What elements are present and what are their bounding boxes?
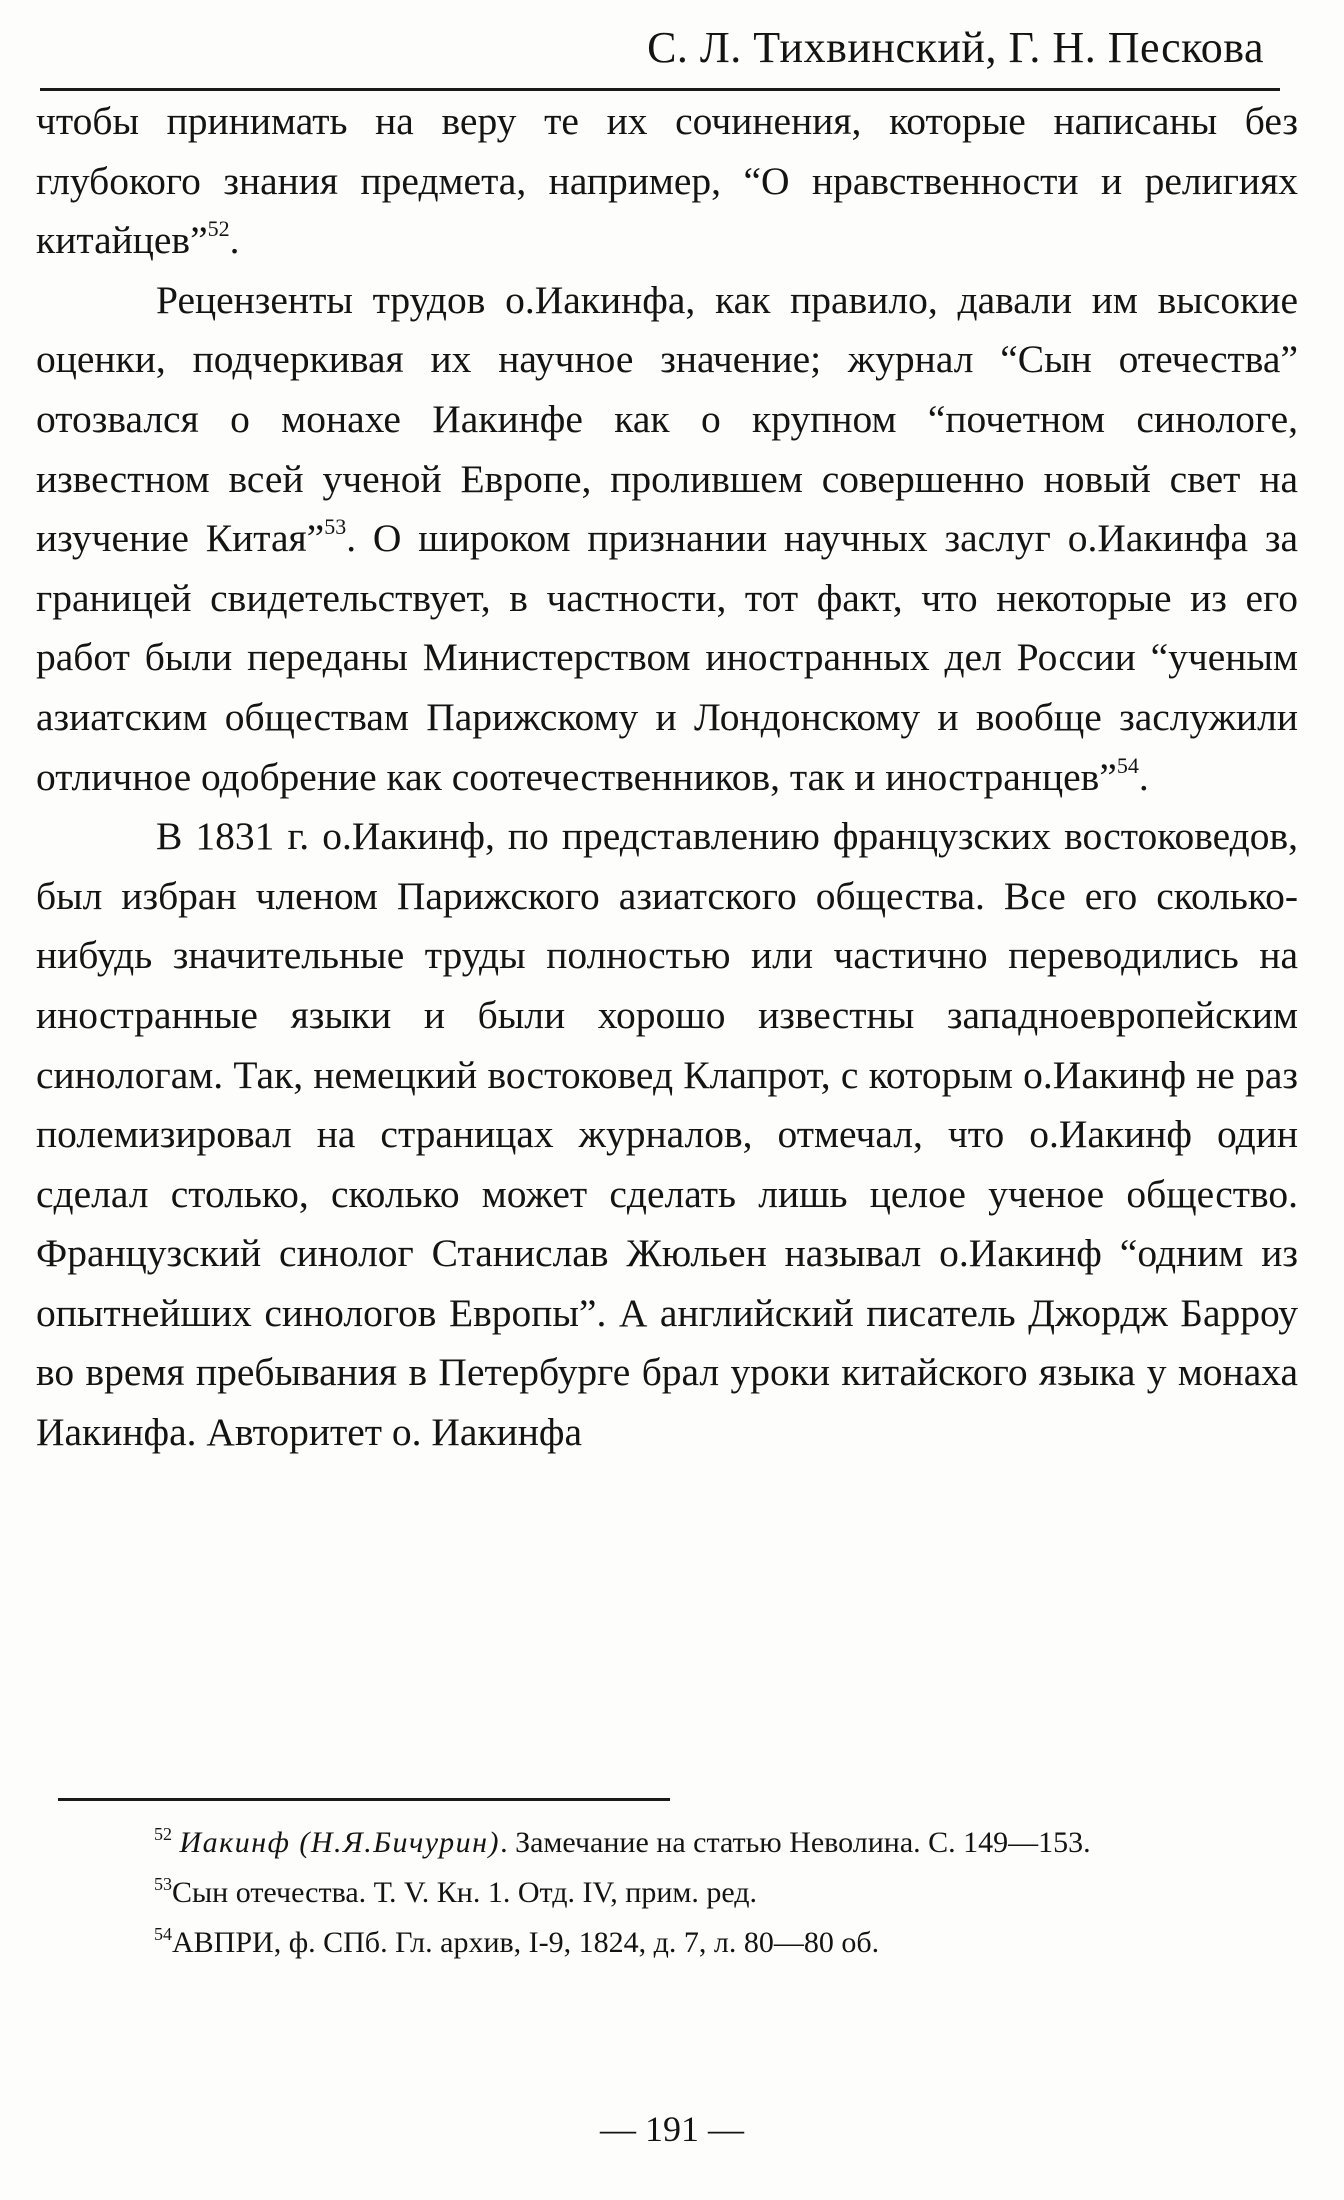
header-authors: С. Л. Тихвинский, Г. Н. Пескова bbox=[647, 23, 1264, 72]
footnote-53 bbox=[58, 1868, 1298, 1918]
footnote-number: 54 bbox=[154, 1924, 172, 1944]
main-text bbox=[36, 92, 1298, 1463]
paragraph-2-end: . bbox=[1138, 754, 1149, 799]
footnote-ref-52: 52 bbox=[207, 216, 230, 242]
paragraph-1-text: чтобы принимать на веру те их сочинения, которые написаны без глубокого знания предмета, например, “О нравственности и религиях китайцев” bbox=[36, 99, 1298, 263]
paragraph-3 bbox=[36, 807, 1298, 1463]
footnotes bbox=[58, 1818, 1298, 1968]
paragraph-3-text: В 1831 г. о.Иакинф, по представлению французских востоковедов, был избран членом Парижского азиатского общества. Все его сколько-нибудь значительные труды полностью или частично переводились на иностранные языки и были хорошо известны западноевропейским синологам. Так, немецкий востоковед Клапрот, с которым о.Иакинф не раз полемизировал на страницах журналов, отмечал, что о.Иакинф один сделал столько, сколько может сделать лишь целое ученое общество. Французский синолог Станислав Жюльен называл о.Иакинф “одним из опытнейших синологов Европы”. А английский писатель Джордж Барроу во время пребывания в Петербурге брал уроки китайского языка у монаха Иакинфа. Авторитет о. Иакинфа bbox=[36, 814, 1298, 1455]
footnote-number: 52 bbox=[154, 1824, 172, 1844]
footnote-text: . Замечание на статью Неволина. С. 149—153. bbox=[500, 1826, 1091, 1859]
footnote-52 bbox=[58, 1818, 1298, 1868]
running-header bbox=[40, 18, 1280, 91]
footnote-ref-54: 54 bbox=[1116, 752, 1139, 778]
page-number: — 191 — bbox=[600, 2109, 744, 2149]
paragraph-1-end: . bbox=[229, 218, 240, 263]
footnote-text: Сын отечества. Т. V. Кн. 1. Отд. IV, прим. ред. bbox=[172, 1876, 758, 1909]
paragraph-2-text-b: . О широком признании научных заслуг о.Иакинфа за границей свидетельствует, в частности, тот факт, что некоторые из его работ были переданы Министерством иностранных дел России “ученым азиатским обществам Парижскому и Лондонскому и вообще заслужили отличное одобрение как соотечественников, так и иностранцев” bbox=[36, 516, 1298, 799]
footnote-author: Иакинф (Н.Я.Бичурин) bbox=[179, 1826, 501, 1859]
footnote-54 bbox=[58, 1918, 1298, 1968]
paragraph-2 bbox=[36, 271, 1298, 807]
paragraph-1 bbox=[36, 92, 1298, 271]
footnote-number: 53 bbox=[154, 1874, 172, 1894]
paragraph-2-text-a: Рецензенты трудов о.Иакинфа, как правило, давали им высокие оценки, подчеркивая их научное значение; журнал “Сын отечества” отозвался о монахе Иакинфе как о крупном “почетном синологе, известном всей ученой Европе, пролившем совершенно новый свет на изучение Китая” bbox=[36, 277, 1298, 561]
footnote-text: АВПРИ, ф. СПб. Гл. архив, I-9, 1824, д. 7, л. 80—80 об. bbox=[172, 1926, 880, 1959]
footnote-ref-53: 53 bbox=[324, 514, 347, 540]
footnote-divider bbox=[58, 1798, 670, 1801]
